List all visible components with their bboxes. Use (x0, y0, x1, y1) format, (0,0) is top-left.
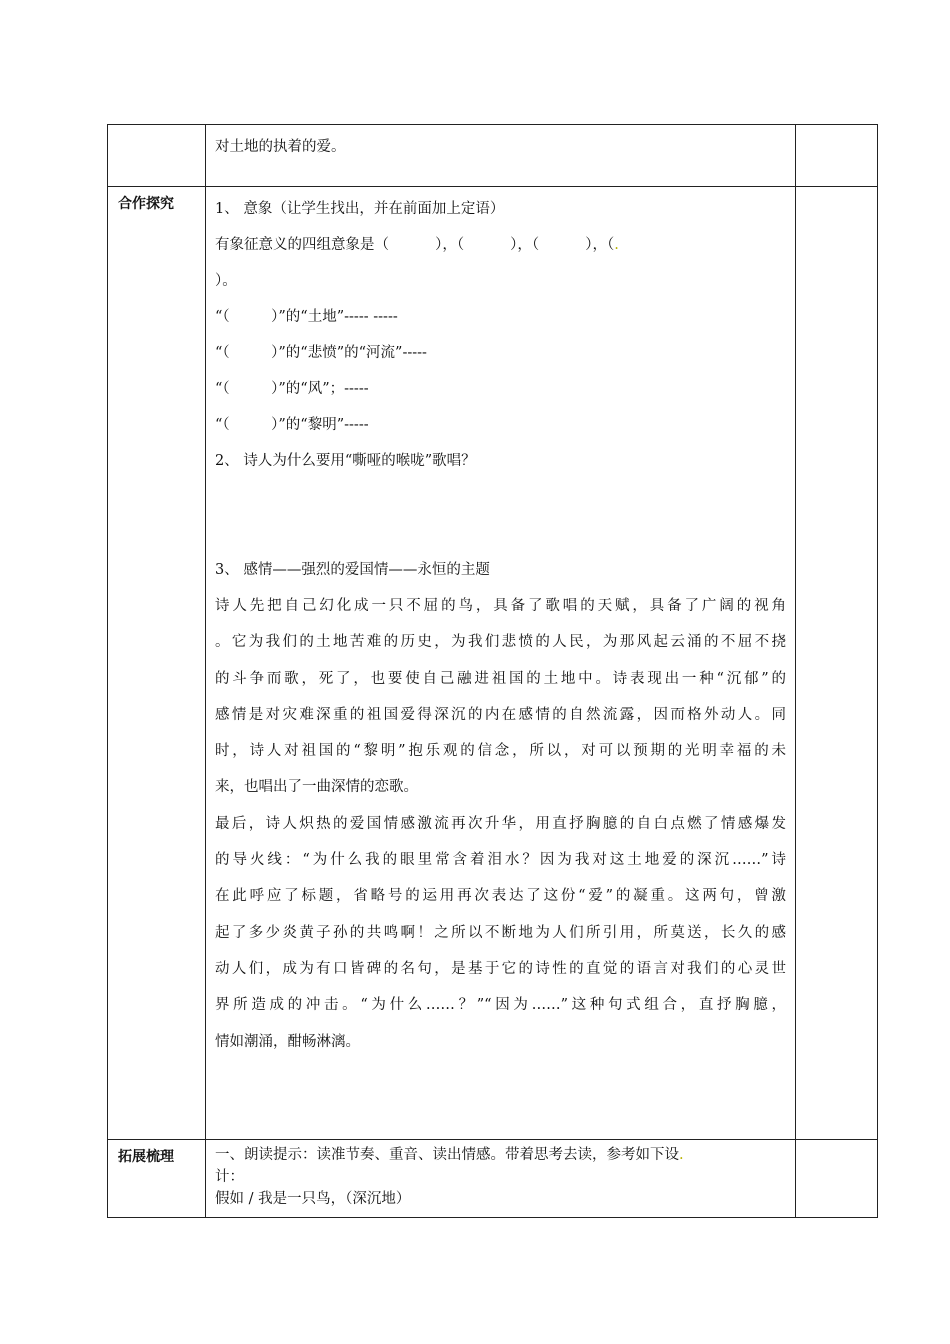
question-1-line (215, 227, 786, 263)
notes-cell (796, 1140, 878, 1218)
mark-dot: . (679, 1147, 684, 1163)
table-row (108, 187, 878, 1140)
paragraph-line: 的斗争而歌，死了，也要使自己融进祖国的土地中。诗表现出一种“沉郁”的 (215, 670, 786, 687)
paragraph-line: 在此呼应了标题，省略号的运用再次表达了这份“爱”的凝重。这两句，曾激 (215, 888, 786, 905)
paragraph-line: 的导火线：“为什么我的眼里常含着泪水？因为我对这土地爱的深沉……”诗 (215, 852, 786, 869)
lesson-table (107, 124, 878, 1218)
row1-content (206, 187, 796, 1140)
paragraph-line: 起了多少炎黄子孙的共鸣啊！之所以不断地为人们所引用，所莫送，长久的感 (215, 924, 786, 941)
paragraph-line: 时，诗人对祖国的“黎明”抱乐观的信念，所以，对可以预期的光明幸福的未 (215, 743, 786, 760)
paragraph-line: 诗人先把自己幻化成一只不屈的鸟，具备了歌唱的天赋，具备了广阔的视角 (215, 598, 786, 614)
table-row (108, 125, 878, 187)
answer-space (215, 479, 786, 552)
row-label-cooperation: 合作探究 (108, 187, 206, 1140)
notes-cell (796, 125, 878, 187)
reading-tip-line (215, 1144, 786, 1166)
question-1-continuation: ）。 (215, 273, 237, 289)
reading-tip-continuation: 计： (215, 1169, 244, 1185)
paragraph-line: 来，也唱出了一曲深情的恋歌。 (215, 779, 418, 796)
paragraph-line: 最后，诗人炽热的爱国情感激流再次升华，用直抒胸臆的自白点燃了情感爆发 (215, 815, 786, 832)
text-line: 对土地的执着的爱。 (215, 139, 346, 155)
row2-content (206, 1140, 796, 1218)
question-2-title: 2、 诗人为什么要用“嘶哑的喉咙”歌唱？ (215, 453, 476, 469)
paragraph-line: 感情是对灾难深重的祖国爱得深沉的内在感情的自然流露，因而格外动人。同 (215, 706, 786, 723)
imagery-3: “（ ）”的“风”；----- (215, 381, 369, 397)
paragraph-2 (215, 806, 786, 1060)
imagery-2: “（ ）”的“悲愤”的“河流”----- (215, 345, 427, 361)
poem-line: 假如 / 我是一只鸟，（深沉地） (215, 1191, 411, 1207)
paragraph-1 (215, 588, 786, 806)
row0-content (206, 125, 796, 187)
row-label-extension: 拓展梳理 (108, 1140, 206, 1218)
paragraph-line: 。它为我们的土地苦难的历史，为我们悲愤的人民，为那风起云涌的不屈不挠 (215, 634, 786, 651)
reading-tip-text: 一、朗读提示：读准节奏、重音、读出情感。带着思考去读，参考如下设 (215, 1147, 679, 1163)
paragraph-line: 动人们，成为有口皆碑的名句，是基于它的诗性的直觉的语言对我们的心灵世 (215, 960, 786, 977)
mark-dot: . (614, 237, 619, 253)
imagery-1: “（ ）”的“土地”----- ----- (215, 309, 398, 325)
notes-cell (796, 187, 878, 1140)
question-1-title: 1、 意象（让学生找出，并在前面加上定语） (215, 201, 505, 217)
paragraph-line: 界所造成的冲击。“为什么……？”“因为……”这种句式组合，直抒胸臆， (215, 997, 786, 1014)
paragraph-line: 情如潮涌，酣畅淋漓。 (215, 1033, 360, 1050)
table-row (108, 1140, 878, 1218)
imagery-4: “（ ）”的“黎明”----- (215, 417, 369, 433)
question-3-title: 3、 感情——强烈的爱国情——永恒的主题 (215, 562, 490, 578)
row-label-empty (108, 125, 206, 187)
blank-line-text: 有象征意义的四组意象是（ ），（ ），（ ），（ (215, 237, 615, 253)
